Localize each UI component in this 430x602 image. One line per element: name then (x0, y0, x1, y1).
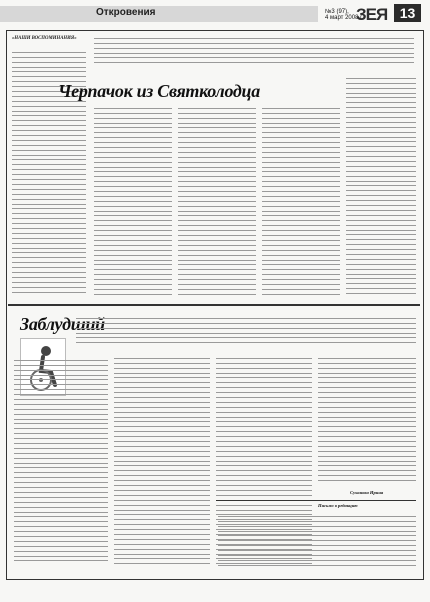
section-title: Откровения (96, 7, 156, 18)
newspaper-logo: ЗЕЯ (356, 5, 388, 24)
text-column-3 (178, 104, 256, 298)
article-2-intro (76, 314, 416, 344)
page-number: 13 (394, 4, 421, 22)
page-header (0, 4, 430, 26)
header-band (0, 6, 318, 22)
text-column-9 (318, 354, 416, 486)
text-column-2 (94, 104, 172, 298)
lead-heading: «НАШИ ВОСПОМИНАНИЯ» (12, 36, 77, 41)
article-intro (94, 34, 414, 66)
article-divider (8, 304, 420, 306)
article-title-2: Заблудший (20, 314, 105, 334)
issue-date: 4 март 2008 г. (325, 15, 364, 21)
article-title-1: Черпачок из Святколодца (58, 81, 260, 101)
article-signature: Суханова Ирина (350, 490, 384, 495)
text-column-5 (346, 74, 416, 298)
text-column-4 (262, 104, 340, 298)
text-column-6 (14, 356, 108, 566)
sidebar-divider (216, 500, 416, 501)
issue-number: №3 (97), (325, 9, 349, 15)
text-column-7 (114, 354, 210, 566)
sidebar-heading: Письмо в редакцию (318, 503, 358, 508)
sidebar-text (218, 512, 416, 568)
